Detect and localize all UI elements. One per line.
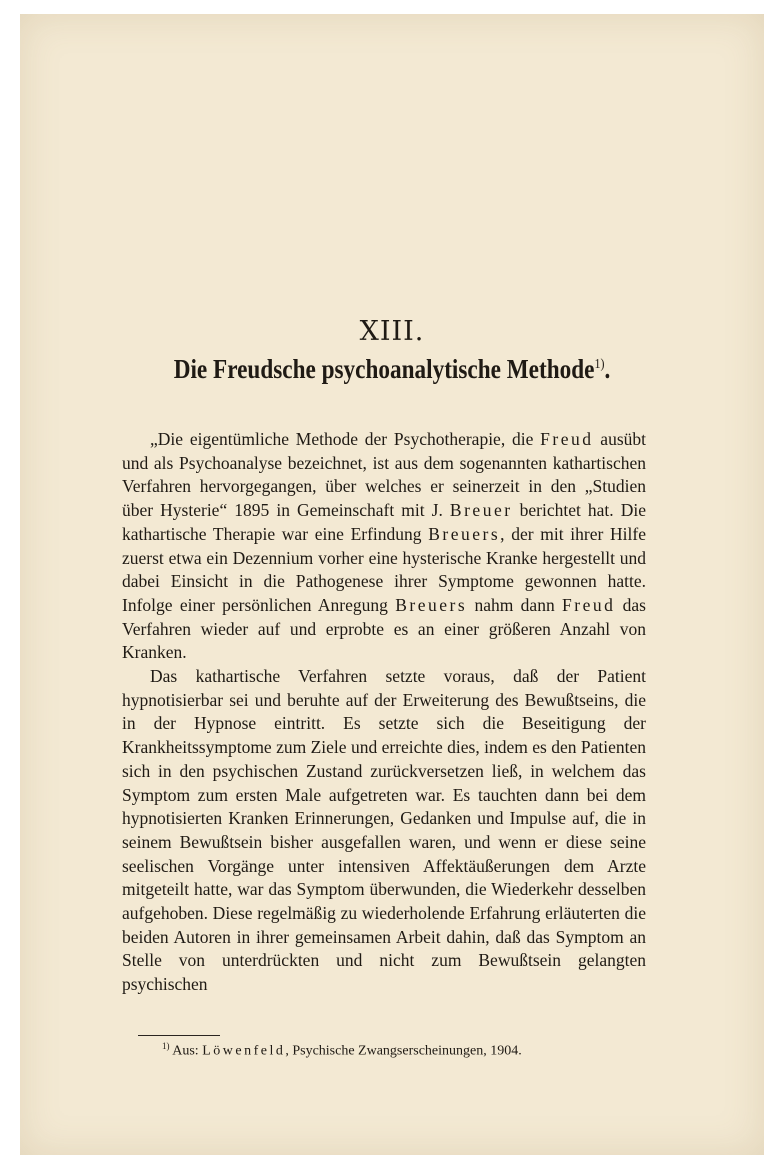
body-text <box>122 428 646 997</box>
paragraph-2: Das kathartische Verfahren setzte voraus, daß der Patient hypnotisierbar sei und beruhte auf der Erweiterung des Bewußtseins, die in der Hypnose eintritt. Es setzte sich die Beseitigung der Krankheitssymptome zum Ziele und erreichte dies, indem es den Patienten sich in den psychischen Zustand zurückversetzen ließ, in welchem das Symptom zum ersten Male aufgetreten war. Es tauchten dann bei dem hypnotisierten Kranken Erinnerungen, Gedanken und Impulse auf, die in seinem Bewußtsein bisher ausgefallen waren, und wenn er diese seine seelischen Vorgänge unter intensiven Affektäußerungen dem Arzte mitgeteilt hatte, war das Symptom überwunden, die Wiederkehr desselben aufgehoben. Diese regelmäßig zu wiederholende Erfahrung erläuterten die beiden Autoren in ihrer gemeinsamen Arbeit dahin, daß das Symptom an Stelle von unterdrückten und nicht zum Bewußtsein gelangten psychischen <box>122 666 646 995</box>
footnote-author: Löwenfeld <box>202 1043 286 1059</box>
text-run: „Die eigentümliche Methode der Psychotherapie, die <box>150 429 541 449</box>
name-breuers: Breuers <box>395 594 468 615</box>
footnote-source: , Psychische Zwangserscheinungen, 1904. <box>285 1043 522 1059</box>
name-breuers: Breuers <box>428 523 501 544</box>
text-run: das Verfahren wieder auf und erprobte es an einer größeren Anzahl von Kranken. <box>122 594 646 663</box>
chapter-title-text: Die Freudsche psychoanalytische Methode <box>173 354 595 384</box>
footnote-reference: 1) <box>594 357 605 372</box>
name-breuer: Breuer <box>449 500 513 521</box>
name-freud: Freud <box>540 429 594 449</box>
chapter-number: XIII. <box>359 316 425 347</box>
name-freud: Freud <box>562 594 616 615</box>
footnote-mark: 1) <box>162 1041 170 1051</box>
chapter-title-period: . <box>604 354 611 384</box>
text-run: , der mit ihrer Hilfe zuerst etwa ein Dezennium vorher eine hysterische Kranke hergestellt und dabei Einsicht in die Pathogenese ihrer Symptome gewonnen hatte. Infolge einer persönlichen Anregung <box>122 523 646 615</box>
footnote-divider <box>138 1035 220 1036</box>
text-run: ausübt und als Psychoanalyse bezeichnet, ist aus dem sogenannten kathartischen Verfahren hervorgegangen, über welches er seinerzeit in den „Studien über Hysterie“ 1895 in Gemeinschaft mit J. <box>122 429 646 521</box>
footnote <box>162 1041 642 1060</box>
paragraph-1 <box>122 428 646 665</box>
book-page <box>20 14 764 1155</box>
text-run: nahm dann <box>467 594 563 615</box>
text-run: berichtet hat. Die kathartische Therapie war eine Erfindung <box>122 500 646 544</box>
chapter-title <box>72 354 712 385</box>
footnote-prefix: Aus: <box>169 1043 203 1059</box>
